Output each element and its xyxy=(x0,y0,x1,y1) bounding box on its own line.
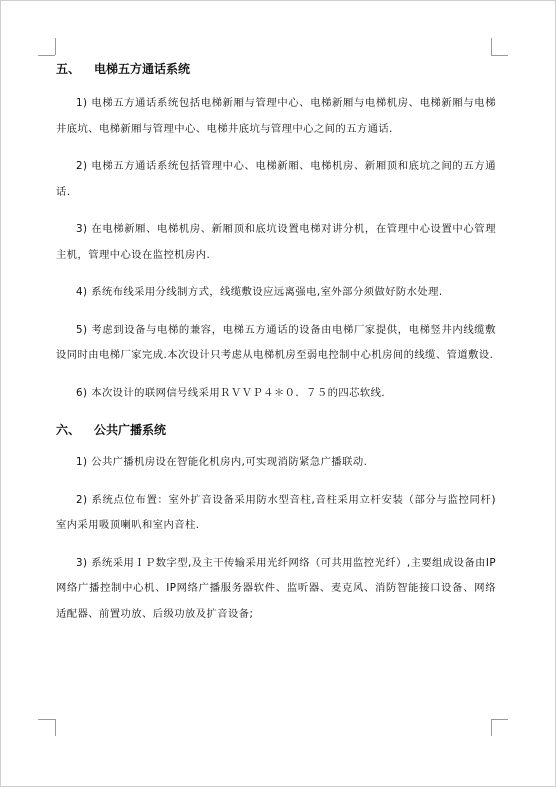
section-heading-public-broadcast xyxy=(56,420,496,440)
paragraph: 6) 本次设计的联网信号线采用ＲＶＶＰ４＊０．７５的四芯软线. xyxy=(76,386,386,399)
paragraph: 1) 电梯五方通话系统包括电梯新厢与管理中心、电梯新厢与电梯机房、电梯新厢与电梯井底坑、电梯新厢与管理中心、电梯井底坑与管理中心之间的五方通话. xyxy=(56,97,496,135)
paragraph: 5) 考虑到设备与电梯的兼容，电梯五方通话的设备由电梯厂家提供，电梯竖井内线缆敷设同时由电梯厂家完成.本次设计只考虑从电梯机房至弱电控制中心机房间的线缆、管道敷设. xyxy=(56,323,496,361)
section-title: 公共广播系统 xyxy=(94,423,167,437)
paragraph: 4) 系统布线采用分线制方式，线缆敷设应远离强电,室外部分须做好防水处理. xyxy=(76,286,443,298)
paragraph: 2) 系统点位布置：室外扩音设备采用防水型音柱,音柱采用立杆安装（部分与监控同杆)室内采用吸顶喇叭和室内音柱. xyxy=(56,493,496,531)
paragraph: 3) 在电梯新厢、电梯机房、新厢顶和底坑设置电梯对讲分机，在管理中心设置中心管理主机，管理中心设在监控机房内. xyxy=(56,223,496,261)
paragraph: 3) 系统采用ＩＰ数字型,及主干传输采用光纤网络（可共用监控光纤）,主要组成设备由IP网络广播控制中心机、IP网络广播服务器软件、监听器、麦克风、消防智能接口设备、网络适配器、前置功放、后级功放及扩音设备; xyxy=(56,556,496,620)
paragraph: 1) 公共广播机房设在智能化机房内,可实现消防紧急广播联动. xyxy=(76,456,368,468)
section-title: 电梯五方通话系统 xyxy=(94,62,191,76)
paragraph: 2) 电梯五方通话系统包括管理中心、电梯新厢、电梯机房、新厢顶和底坑之间的五方通话. xyxy=(56,160,496,198)
section-heading-elevator-intercom xyxy=(56,59,496,79)
section-number: 六、 xyxy=(56,423,81,437)
document-body xyxy=(56,59,496,627)
section-number: 五、 xyxy=(56,62,81,76)
